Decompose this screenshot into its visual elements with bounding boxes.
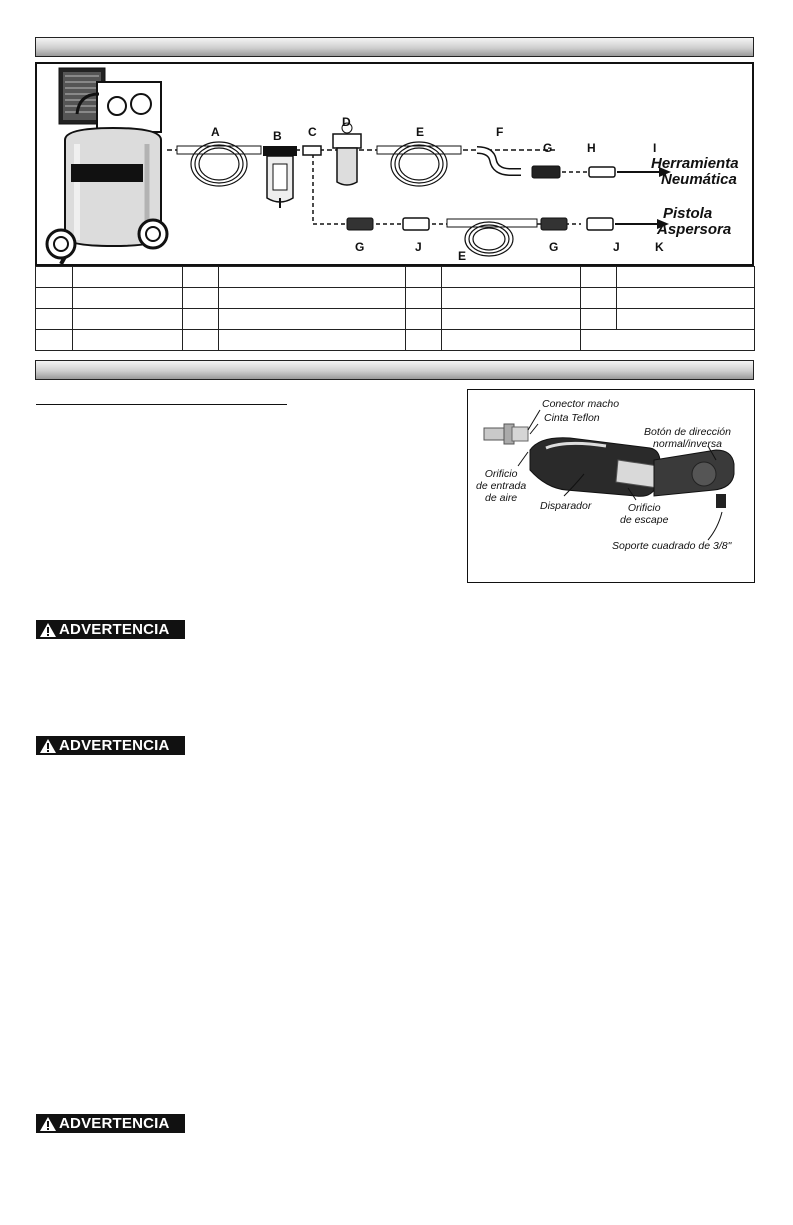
- table-cell: [581, 267, 617, 288]
- warning-text: ADVERTENCIA: [59, 737, 170, 754]
- warning-label-3: [36, 1114, 185, 1133]
- table-cell: [73, 288, 183, 309]
- table-cell: [219, 309, 406, 330]
- table-cell: [36, 288, 73, 309]
- ratchet-tool-photo: [467, 389, 755, 583]
- label-e-top: E: [416, 125, 425, 139]
- label-g-top: G: [543, 141, 553, 155]
- label-f: F: [496, 125, 504, 139]
- table-cell: [617, 309, 755, 330]
- hose-e-top: [377, 142, 461, 186]
- label-j-b1: J: [415, 240, 422, 254]
- table-row: [36, 267, 755, 288]
- air-system-drawing: [37, 64, 752, 264]
- parts-legend-table: [35, 266, 755, 351]
- callout-air-inlet-line3: de aire: [485, 492, 518, 505]
- table-cell: [581, 288, 617, 309]
- warning-triangle-icon: [39, 622, 57, 638]
- coupler-g-top: [532, 166, 560, 178]
- plug-j-b2: [587, 218, 613, 230]
- label-e-bottom: E: [458, 249, 467, 263]
- warning-triangle-icon: [39, 738, 57, 754]
- compressor-illustration: [47, 68, 167, 264]
- label-d: D: [342, 115, 351, 129]
- coupler-g-b1: [347, 218, 373, 230]
- callout-direction-button-line2: normal/inversa: [653, 438, 722, 451]
- callout-direction-button: [644, 426, 731, 450]
- table-cell: [406, 309, 442, 330]
- callout-exhaust-line1: Orificio: [627, 502, 661, 514]
- table-row: [36, 330, 755, 351]
- lubricator-d: [333, 123, 361, 185]
- pneumatic-tool-label-line2: Neumática: [661, 170, 737, 188]
- callout-male-connector: Conector macho: [542, 398, 620, 410]
- table-cell: [442, 267, 581, 288]
- male-connector-icon: [484, 424, 528, 444]
- table-cell: [406, 288, 442, 309]
- coupler-g-b2: [541, 218, 567, 230]
- table-cell: [442, 288, 581, 309]
- table-cell: [73, 330, 183, 351]
- table-cell: [36, 330, 73, 351]
- label-a: A: [211, 125, 220, 139]
- table-row: [36, 309, 755, 330]
- table-cell: [581, 309, 617, 330]
- warning-label-1: [36, 620, 185, 639]
- callout-trigger: Disparador: [540, 500, 592, 512]
- table-cell: [442, 309, 581, 330]
- table-cell: [183, 267, 219, 288]
- label-j-b2: J: [613, 240, 620, 254]
- spray-gun-label-line1: Pistola: [663, 205, 713, 222]
- table-cell: [442, 330, 581, 351]
- plug-h: [589, 167, 615, 177]
- callout-direction-button-line1: Botón de dirección: [644, 426, 731, 438]
- table-cell: [73, 309, 183, 330]
- callout-square-drive: Soporte cuadrado de 3/8": [612, 540, 732, 552]
- spray-gun-label: [657, 205, 732, 238]
- table-cell: [406, 330, 442, 351]
- callout-air-inlet-line2: de entrada: [476, 480, 527, 493]
- callout-air-inlet-line1: Orificio: [484, 468, 518, 480]
- table-cell: [219, 330, 406, 351]
- label-g-b2: G: [549, 240, 559, 254]
- table-cell: [183, 330, 219, 351]
- callout-exhaust: [620, 502, 668, 526]
- table-cell: [617, 288, 755, 309]
- hose-a: [177, 142, 261, 186]
- table-cell: [219, 267, 406, 288]
- table-cell: [183, 288, 219, 309]
- coupler-c: [303, 146, 321, 155]
- callout-teflon-tape: Cinta Teflon: [544, 412, 600, 424]
- pneumatic-tool-label-line1: Herramienta: [651, 155, 739, 172]
- label-k: K: [655, 240, 664, 254]
- label-g-b1: G: [355, 240, 365, 254]
- section-header-bar-second: [35, 360, 754, 380]
- table-cell: [219, 288, 406, 309]
- table-cell: [36, 267, 73, 288]
- callout-air-inlet: [476, 468, 526, 504]
- label-i: I: [653, 141, 657, 155]
- pneumatic-tool-label: [651, 156, 739, 188]
- callout-exhaust-line2: de escape: [620, 514, 669, 527]
- table-cell: [36, 309, 73, 330]
- warning-triangle-icon: [39, 1116, 57, 1132]
- table-cell: [581, 330, 755, 351]
- filter-b: [263, 146, 297, 208]
- label-h: H: [587, 141, 596, 155]
- table-cell: [406, 267, 442, 288]
- warning-label-2: [36, 736, 185, 755]
- table-row: [36, 288, 755, 309]
- table-cell: [183, 309, 219, 330]
- label-c: C: [308, 125, 317, 139]
- table-cell: [617, 267, 755, 288]
- label-b: B: [273, 129, 282, 143]
- warning-text: ADVERTENCIA: [59, 1115, 170, 1132]
- plug-j-b1: [403, 218, 429, 230]
- table-cell: [73, 267, 183, 288]
- air-system-diagram: [35, 62, 754, 266]
- spray-gun-label-line2: Aspersora: [657, 220, 732, 238]
- section-header-bar-top: [35, 37, 754, 57]
- warning-text: ADVERTENCIA: [59, 621, 170, 638]
- heading-underline: [36, 404, 287, 405]
